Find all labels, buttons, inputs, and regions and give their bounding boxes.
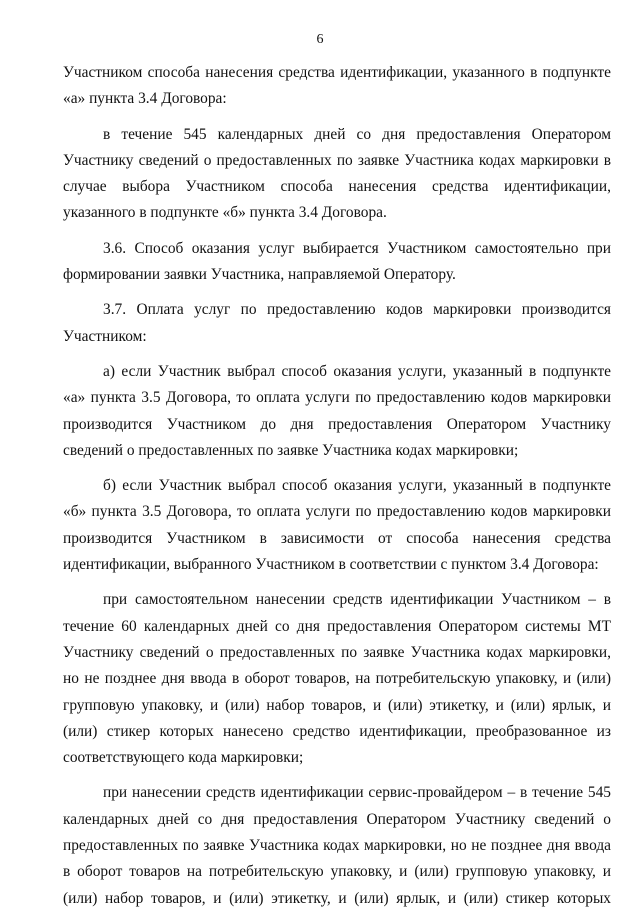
paragraph-subpoint-a: а) если Участник выбрал способ оказания услуги, указанный в подпункте «а» пункта 3.5 Договора, то оплата услуги по предоставлению кодов маркировки производится Участником до дня предоставления Оператором Участнику сведений о предоставленных по заявке Участника кодах маркировки; [63,362,611,459]
page-number: 6 [316,32,324,47]
paragraph-545-days: в течение 545 календарных дней со дня предоставления Оператором Участнику сведений о предоставленных по заявке Участника кодах маркировки в случае выбора Участником способа нанесения средства идентификации, указанного в подпункте «б» пункта 3.4 Договора. [63,125,611,222]
paragraph-subpoint-b: б) если Участник выбрал способ оказания услуги, указанный в подпункте «б» пункта 3.5 Договора, то оплата услуги по предоставлению кодов маркировки производится Участником в зависимости от способа нанесения средства идентификации, выбранного Участником в соответствии с пунктом 3.4 Договора: [63,477,611,574]
document-body [63,60,611,912]
paragraph-self-application: при самостоятельном нанесении средств идентификации Участником – в течение 60 календарных дней со дня предоставления Оператором системы МТ Участнику сведений о предоставленных по заявке Участника кодах маркировки, но не позднее дня ввода в оборот товаров, на потребительскую упаковку, и (или) групповую упаковку, и (или) набор товаров, и (или) этикетку, и (или) ярлык, и (или) стикер которых нанесено средство идентификации, преобразованное из соответствующего кода маркировки; [63,591,611,767]
paragraph-3-7: 3.7. Оплата услуг по предоставлению кодов маркировки производится Участником: [63,301,611,345]
paragraph-3-6: 3.6. Способ оказания услуг выбирается Участником самостоятельно при формировании заявки Участника, направляемой Оператору. [63,239,611,284]
paragraph-service-provider: при нанесении средств идентификации сервис-провайдером – в течение 545 календарных дней со дня предоставления Оператором Участнику сведений о предоставленных по заявке Участника кодах маркировки, но не позднее дня ввода в оборот товаров на потребительскую упаковку, и (или) групповую упаковку, и (или) набор товаров, и (или) этикетку, и (или) ярлык, и (или) стикер которых [63,784,611,907]
paragraph-continuation: Участником способа нанесения средства идентификации, указанного в подпункте «а» пункта 3.4 Договора: [63,64,611,108]
